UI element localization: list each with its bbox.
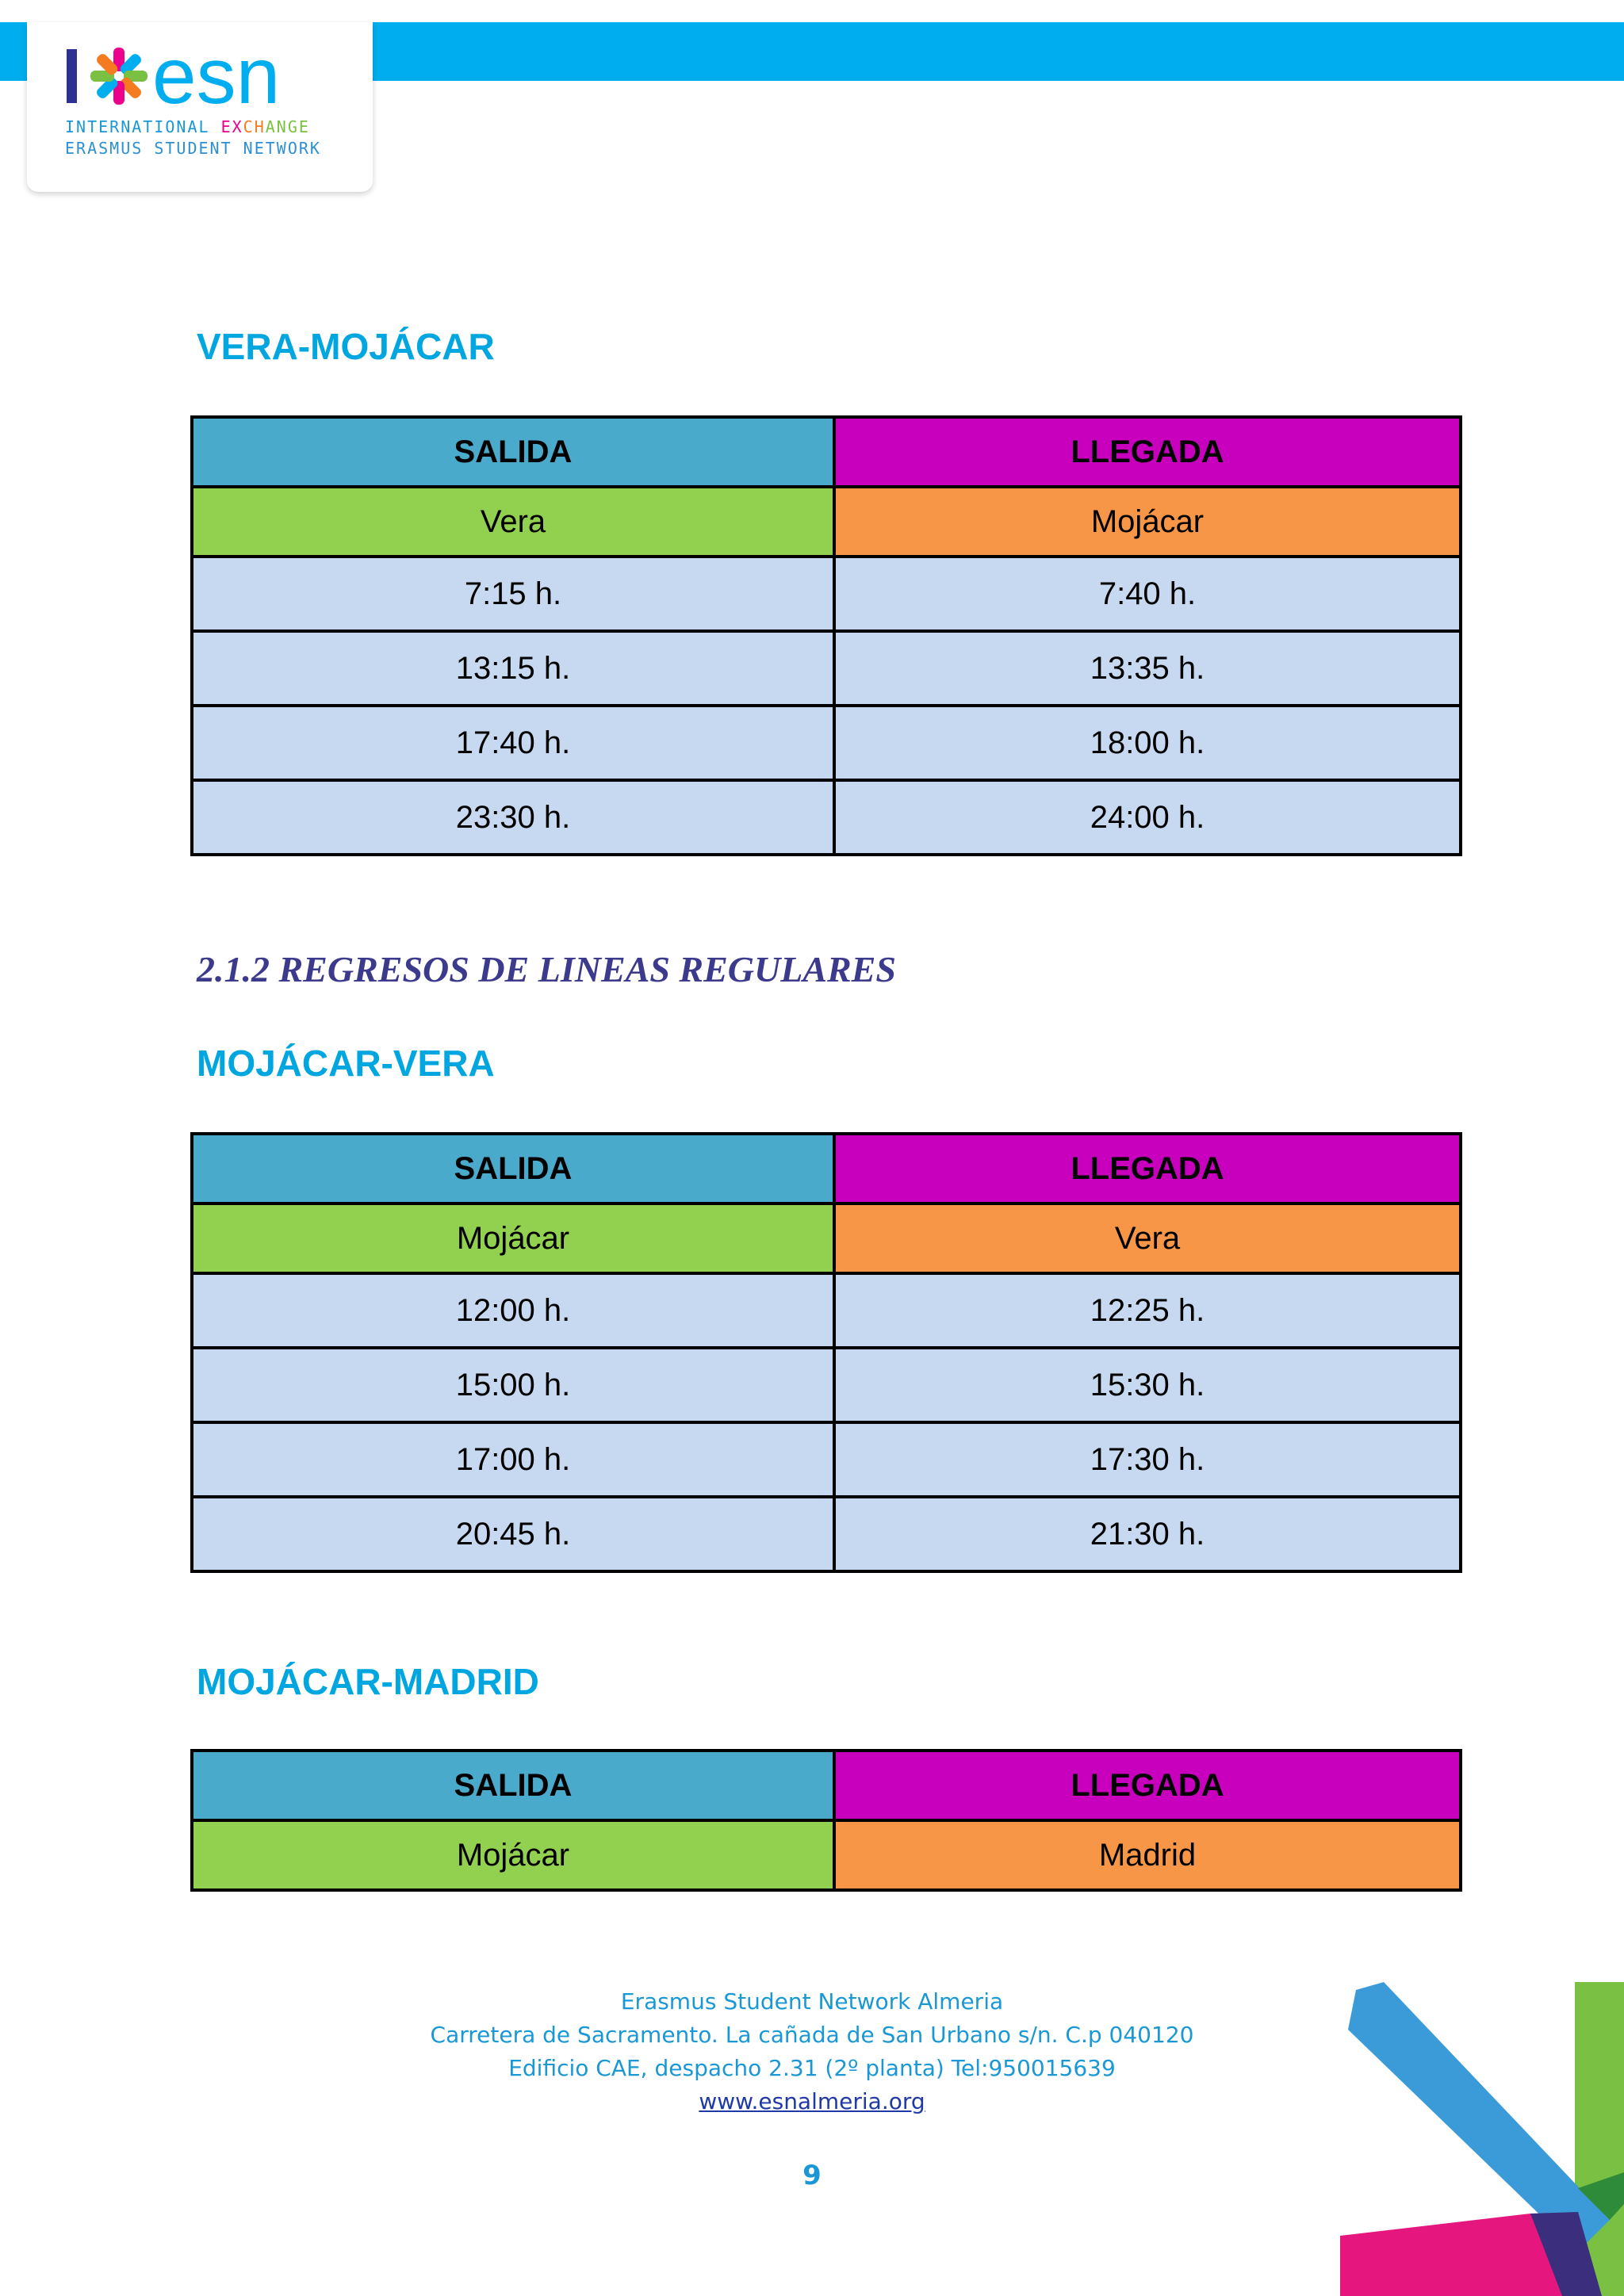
- table-row: [192, 1497, 1461, 1571]
- schedule-table-mojacar-madrid: [190, 1749, 1462, 1892]
- header-llegada: LLEGADA: [834, 1134, 1461, 1203]
- header-salida: SALIDA: [192, 1134, 834, 1203]
- arrival-time: 24:00 h.: [834, 780, 1461, 855]
- header-llegada: LLEGADA: [834, 1751, 1461, 1820]
- header-salida: SALIDA: [192, 417, 834, 487]
- destination-place: Madrid: [834, 1820, 1461, 1890]
- star-icon: [90, 48, 147, 105]
- table-header-row: [192, 1751, 1461, 1820]
- arrival-time: 18:00 h.: [834, 706, 1461, 780]
- arrival-time: 21:30 h.: [834, 1497, 1461, 1571]
- table-row: [192, 1348, 1461, 1422]
- schedule-table-vera-mojacar: [190, 415, 1462, 856]
- departure-time: 13:15 h.: [192, 631, 834, 706]
- page-number: 9: [802, 2160, 822, 2191]
- logo-tagline-line1: INTERNATIONAL EXCHANGE: [65, 117, 310, 136]
- arrival-time: 12:25 h.: [834, 1273, 1461, 1348]
- table-row: [192, 780, 1461, 855]
- header-salida: SALIDA: [192, 1751, 834, 1820]
- arrival-time: 15:30 h.: [834, 1348, 1461, 1422]
- departure-time: 23:30 h.: [192, 780, 834, 855]
- corner-decoration-icon: [1340, 1982, 1624, 2296]
- table-row: [192, 631, 1461, 706]
- schedule-table-mojacar-vera: [190, 1132, 1462, 1573]
- table-row: [192, 557, 1461, 631]
- arrival-time: 17:30 h.: [834, 1422, 1461, 1497]
- departure-time: 20:45 h.: [192, 1497, 834, 1571]
- esn-logo: [27, 22, 373, 192]
- table-header-row: [192, 1134, 1461, 1203]
- logo-tagline-line2: ERASMUS STUDENT NETWORK: [65, 139, 321, 158]
- section-title-vera-mojacar: VERA-MOJÁCAR: [197, 326, 495, 367]
- origin-place: Mojácar: [192, 1820, 834, 1890]
- section-title-mojacar-vera: MOJÁCAR-VERA: [197, 1043, 495, 1084]
- departure-time: 17:00 h.: [192, 1422, 834, 1497]
- table-row: [192, 1422, 1461, 1497]
- arrival-time: 7:40 h.: [834, 557, 1461, 631]
- website-link[interactable]: www.esnalmeria.org: [699, 2088, 925, 2114]
- destination-place: Vera: [834, 1203, 1461, 1273]
- arrival-time: 13:35 h.: [834, 631, 1461, 706]
- table-places-row: [192, 487, 1461, 557]
- subsection-title-regresos: 2.1.2 REGRESOS DE LINEAS REGULARES: [197, 949, 896, 989]
- table-places-row: [192, 1203, 1461, 1273]
- origin-place: Mojácar: [192, 1203, 834, 1273]
- footer-address: Carretera de Sacramento. La cañada de San Urbano s/n. C.p 040120: [430, 2022, 1194, 2048]
- departure-time: 17:40 h.: [192, 706, 834, 780]
- departure-time: 12:00 h.: [192, 1273, 834, 1348]
- section-title-mojacar-madrid: MOJÁCAR-MADRID: [197, 1661, 539, 1702]
- table-places-row: [192, 1820, 1461, 1890]
- departure-time: 15:00 h.: [192, 1348, 834, 1422]
- origin-place: Vera: [192, 487, 834, 557]
- destination-place: Mojácar: [834, 487, 1461, 557]
- table-header-row: [192, 417, 1461, 487]
- header-llegada: LLEGADA: [834, 417, 1461, 487]
- esn-logo-mark: [65, 40, 358, 113]
- table-row: [192, 706, 1461, 780]
- footer-office: Edificio CAE, despacho 2.31 (2º planta) Tel:950015639: [508, 2055, 1116, 2081]
- footer-organization: Erasmus Student Network Almeria: [620, 1988, 1004, 2015]
- esn-wordmark: esn: [152, 40, 281, 113]
- departure-time: 7:15 h.: [192, 557, 834, 631]
- table-row: [192, 1273, 1461, 1348]
